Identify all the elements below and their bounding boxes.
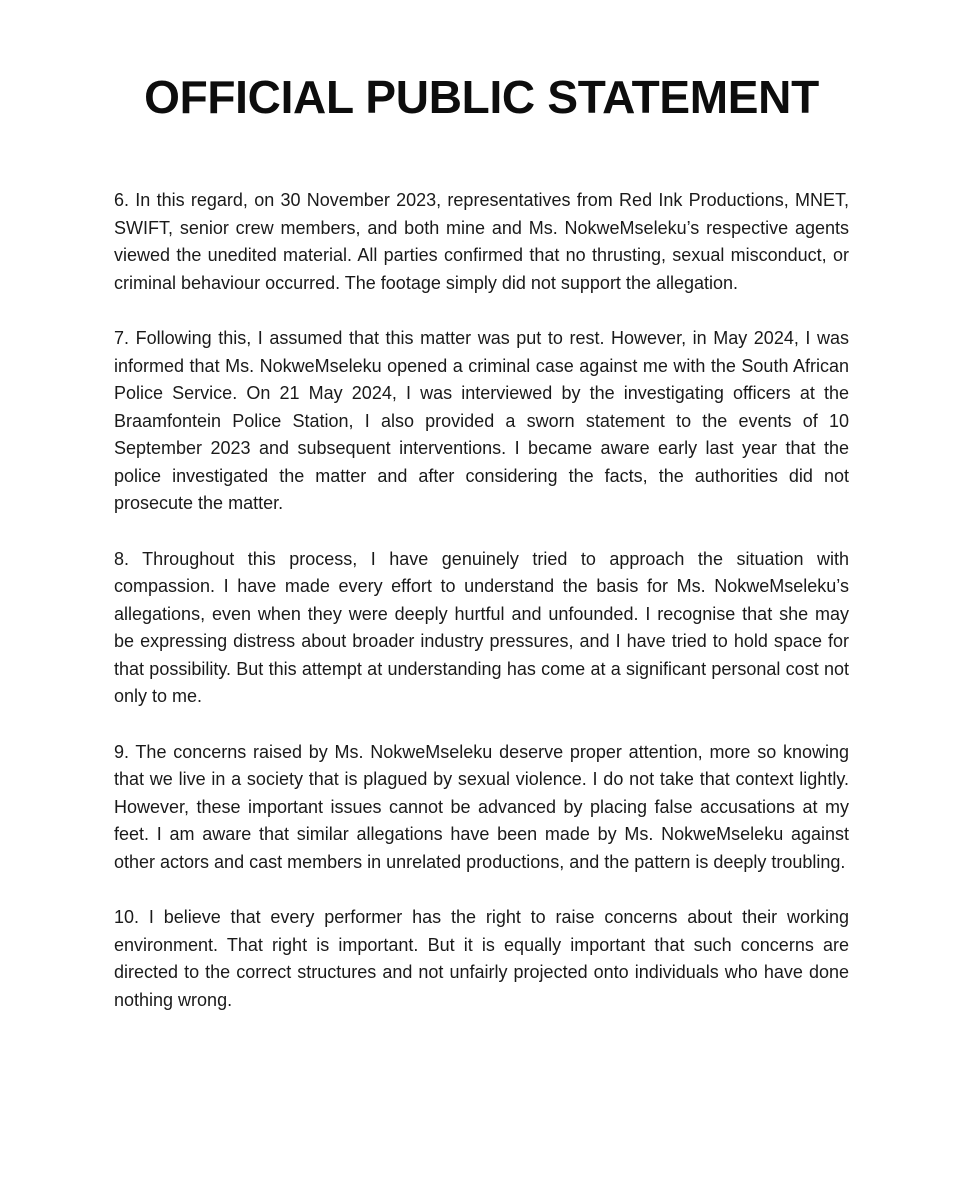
paragraph-8: 8. Throughout this process, I have genuinely tried to approach the situation with compassion. I have made every effort to understand the basis for Ms. NokweMseleku’s allegations, even when they were deeply hurtful and unfounded. I recognise that she may be expressing distress about broader industry pressures, and I have tried to hold space for that possibility. But this attempt at understanding has come at a significant personal cost not only to me. — [114, 548, 849, 706]
statement-body — [114, 187, 849, 1042]
paragraph-6: 6. In this regard, on 30 November 2023, representatives from Red Ink Productions, MNET, SWIFT, senior crew members, and both mine and Ms. NokweMseleku’s respective agents viewed the unedited material. All parties confirmed that no thrusting, sexual misconduct, or criminal behaviour occurred. The footage simply did not support the allegation. — [114, 190, 849, 293]
paragraph-7: 7. Following this, I assumed that this matter was put to rest. However, in May 2024, I was informed that Ms. NokweMseleku opened a criminal case against me with the South African Police Service. On 21 May 2024, I was interviewed by the investigating officers at the Braamfontein Police Station, I also provided a sworn statement to the events of 10 September 2023 and subsequent interventions. I became aware early last year that the police investigated the matter and after considering the facts, the authorities did not prosecute the matter. — [114, 328, 849, 513]
paragraph-10: 10. I believe that every performer has the right to raise concerns about their working environment. That right is important. But it is equally important that such concerns are directed to the correct structures and not unfairly projected onto individuals who have done nothing wrong. — [114, 907, 849, 1010]
document-title: OFFICIAL PUBLIC STATEMENT — [144, 71, 819, 123]
paragraph-9: 9. The concerns raised by Ms. NokweMseleku deserve proper attention, more so knowing that we live in a society that is plagued by sexual violence. I do not take that context lightly. However, these important issues cannot be advanced by placing false accusations at my feet. I am aware that similar allegations have been made by Ms. NokweMseleku against other actors and cast members in unrelated productions, and the pattern is deeply troubling. — [114, 741, 849, 872]
